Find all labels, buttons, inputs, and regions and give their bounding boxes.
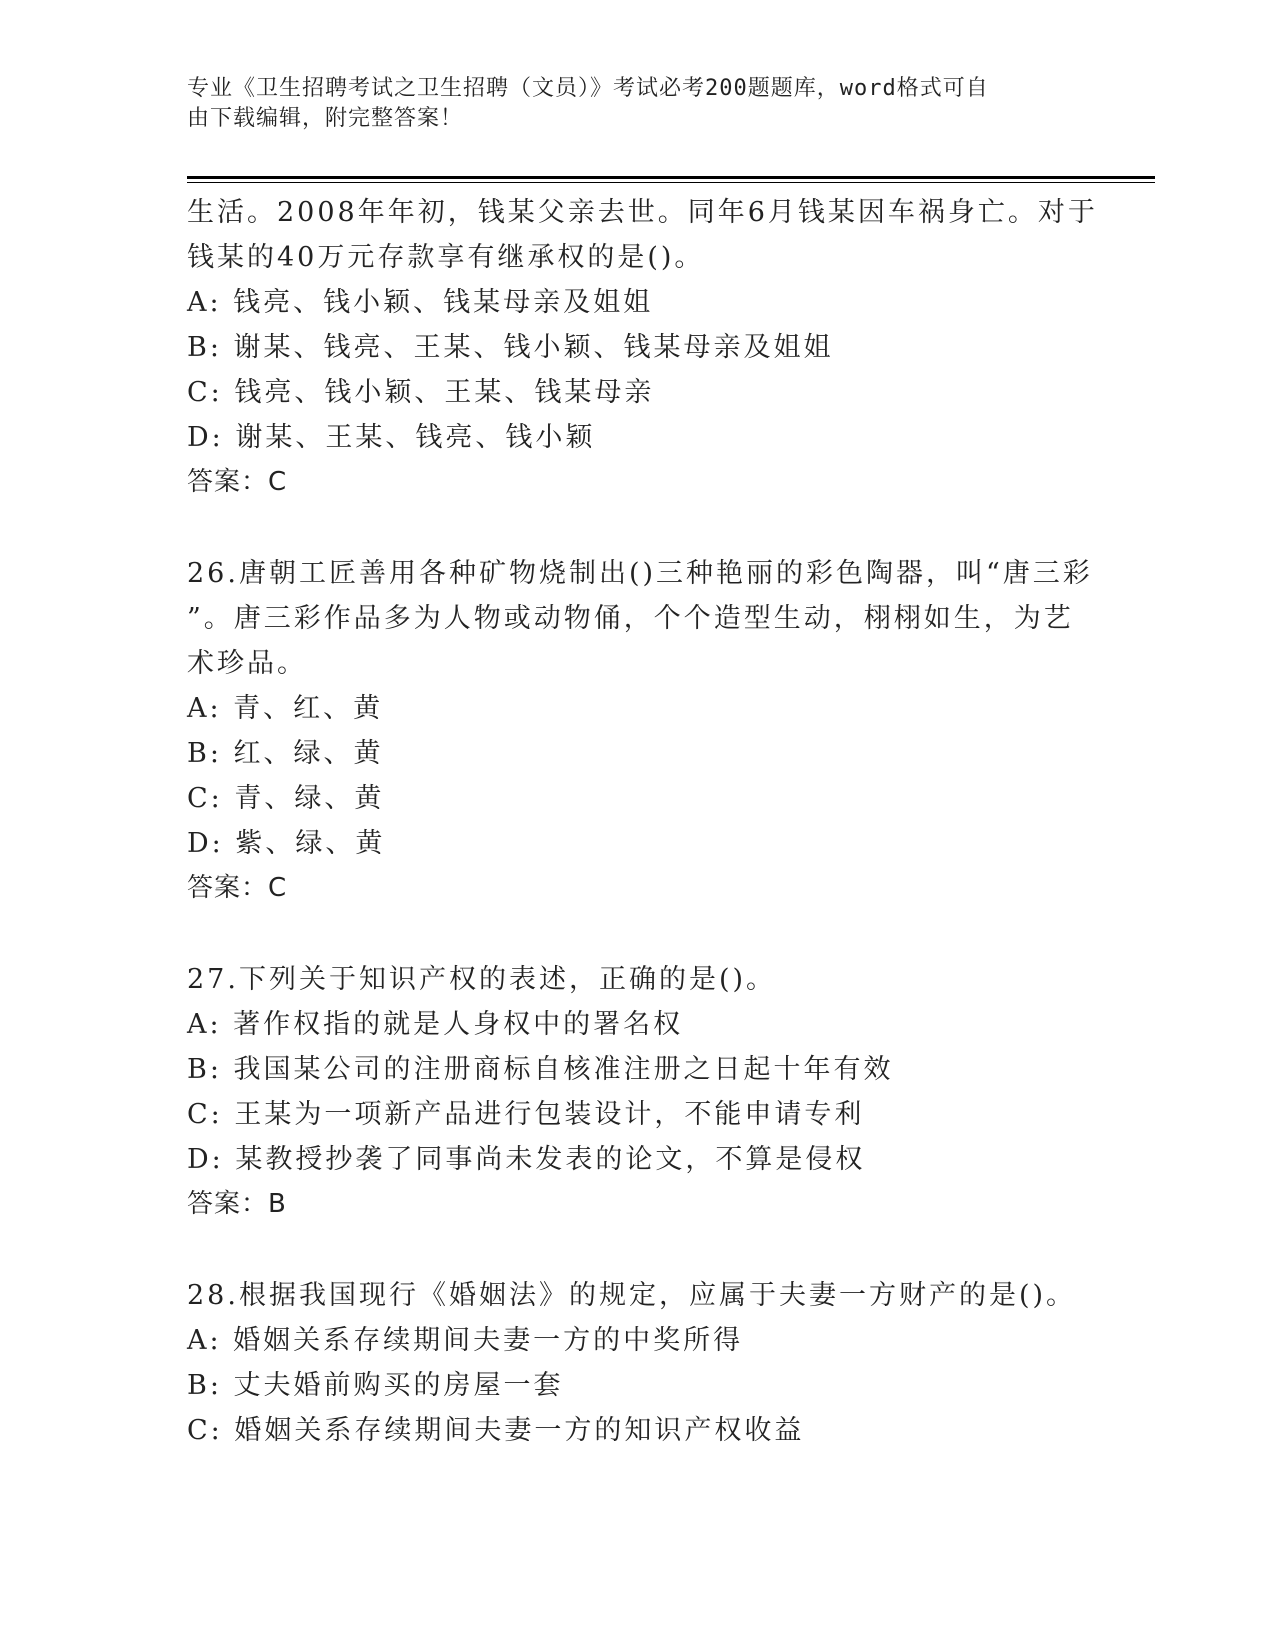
question-text-line: 27.下列关于知识产权的表述，正确的是()。 [187,964,777,995]
header-rule-thick [187,176,1155,179]
option-c: C: 婚姻关系存续期间夫妻一方的知识产权收益 [187,1415,805,1446]
header-rule-thin [187,182,1155,183]
option-a: A: 婚姻关系存续期间夫妻一方的中奖所得 [187,1325,744,1356]
option-b: B: 丈夫婚前购买的房屋一套 [187,1370,564,1401]
question-25 [187,190,1098,505]
question-text-line: 26.唐朝工匠善用各种矿物烧制出()三种艳丽的彩色陶器，叫“唐三彩 [187,558,1093,589]
option-d: D: 某教授抄袭了同事尚未发表的论文，不算是侵权 [187,1144,866,1175]
question-text-line: ”。唐三彩作品多为人物或动物俑，个个造型生动，栩栩如生，为艺 [187,603,1074,634]
spacer [187,505,1067,551]
spacer [187,911,1067,957]
question-text-line: 28.根据我国现行《婚姻法》的规定，应属于夫妻一方财产的是()。 [187,1280,1077,1311]
option-a: A: 钱亮、钱小颖、钱某母亲及姐姐 [187,287,654,318]
option-b: B: 谢某、钱亮、王某、钱小颖、钱某母亲及姐姐 [187,332,834,363]
option-a: A: 著作权指的就是人身权中的署名权 [187,1009,684,1040]
spacer [187,1227,1067,1273]
option-b: B: 红、绿、黄 [187,738,384,769]
header-line-2: 由下载编辑，附完整答案！ [187,106,464,131]
answer: 答案：B [187,1189,287,1219]
answer: 答案：C [187,467,288,497]
question-text-line: 术珍品。 [187,648,307,679]
question-27 [187,957,1067,1227]
question-26 [187,551,1093,911]
answer: 答案：C [187,873,288,903]
option-d: D: 谢某、王某、钱亮、钱小颖 [187,422,596,453]
document-header [187,74,1067,134]
option-a: A: 青、红、黄 [187,693,384,724]
option-c: C: 钱亮、钱小颖、王某、钱某母亲 [187,377,655,408]
question-28 [187,1273,1077,1453]
option-c: C: 青、绿、黄 [187,783,385,814]
header-line-1: 专业《卫生招聘考试之卫生招聘（文员）》考试必考200题题库，word格式可自 [187,76,989,101]
question-list [187,190,1098,1453]
question-text-line: 钱某的40万元存款享有继承权的是()。 [187,242,705,273]
option-b: B: 我国某公司的注册商标自核准注册之日起十年有效 [187,1054,894,1085]
question-text-line: 生活。2008年年初，钱某父亲去世。同年6月钱某因车祸身亡。对于 [187,197,1098,228]
option-c: C: 王某为一项新产品进行包装设计，不能申请专利 [187,1099,865,1130]
option-d: D: 紫、绿、黄 [187,828,386,859]
